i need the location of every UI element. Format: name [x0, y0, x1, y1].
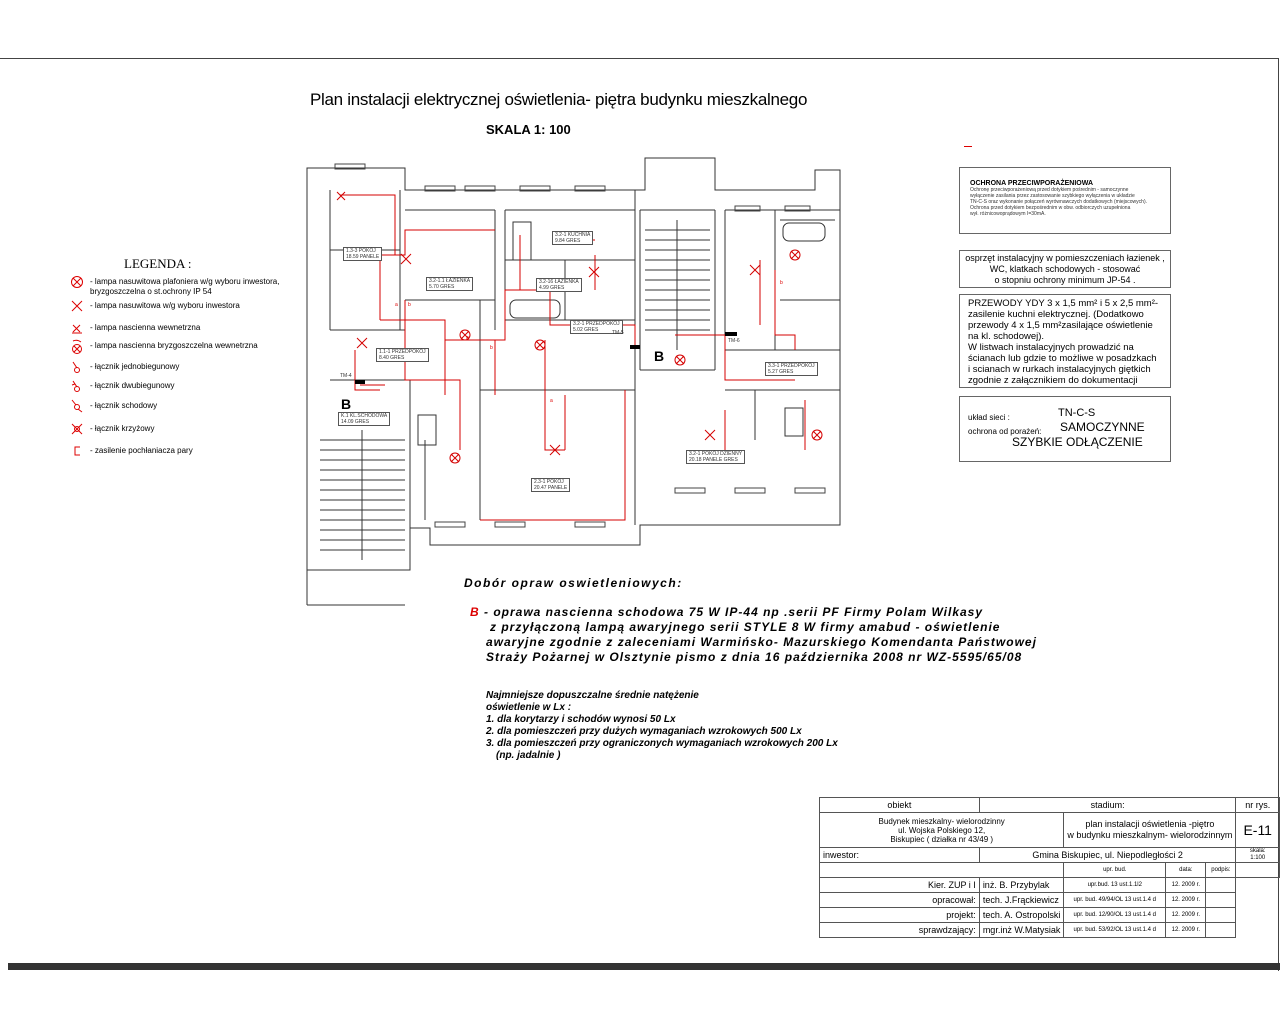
- selection-line: Straży Pożarnej w Olsztynie pismo z dnia 16 października 2008 nr WZ-5595/65/08: [486, 650, 1023, 664]
- ceiling-lamp-splashproof-icon: [535, 340, 545, 350]
- floor-plan: [295, 150, 865, 610]
- legend-item-label: - łącznik dwubiegunowy: [90, 381, 175, 390]
- drawing-no-label: nr rys.: [1236, 798, 1280, 813]
- investor-label: inwestor:: [820, 848, 980, 863]
- stair-lamp-label-center: B: [654, 348, 665, 364]
- legend-item-label: - lampa nascienna wewnetrzna: [90, 323, 201, 332]
- switch-label: a: [466, 335, 469, 341]
- single-switch-icon: [70, 360, 86, 376]
- note-line: zgodnie z załącznikiem do dokumentacji: [968, 375, 1138, 386]
- building-outline: [307, 158, 840, 570]
- note-line: i scianach w rurkach instalacyjnych giętkich: [968, 364, 1151, 375]
- stage-text: plan instalacji oświetlenia -piętro w budynku mieszkalnym- wielorodzinnym: [1064, 813, 1236, 848]
- investor-value: Gmina Biskupiec, ul. Niepodległości 2: [979, 848, 1236, 863]
- stove-3: [785, 408, 803, 436]
- stair-switch-icon: [70, 399, 86, 415]
- protection-title: OCHRONA PRZECIWPORAŻENIOWA: [970, 180, 1094, 187]
- tm-label: TM-4: [340, 373, 352, 379]
- protection-type-value-2: SZYBKIE ODŁĄCZENIE: [1012, 435, 1143, 449]
- lux-item: 1. dla korytarzy i schodów wynosi 50 Lx: [486, 714, 676, 725]
- double-switch-icon: [70, 379, 86, 395]
- illuminance-requirements: [486, 690, 838, 762]
- note-line: o stopniu ochrony minimum JP-54 .: [994, 275, 1136, 285]
- legend-item-label: - łącznik krzyżowy: [90, 424, 155, 433]
- drawing-number: E-11: [1236, 813, 1280, 848]
- windows: [335, 164, 825, 527]
- legend-item-label: - lampa nasuwitowa w/g wyboru inwestora: [90, 301, 240, 310]
- note-line: WC, klatkach schodowych - stosować: [989, 264, 1141, 274]
- tm-label: TM-5: [612, 330, 624, 336]
- note-line: wyłączenie zasilania przez zastosowanie szybkiego wyłączenia w układzie: [970, 193, 1135, 199]
- ceiling-lamp-splashproof-icon: [675, 355, 685, 365]
- luminaire-selection-body: [470, 605, 1037, 665]
- legend-title: LEGENDA :: [124, 256, 192, 271]
- absorber-supply-icon: [70, 444, 86, 460]
- room-label: 3.2-1 POKÓJ DZIENNY 20.18 PANELE GRES: [686, 450, 745, 464]
- cross-switch-icon: [70, 422, 86, 438]
- note-line: W listwach instalacyjnych prowadzić na: [968, 342, 1134, 353]
- stove-1: [513, 222, 531, 260]
- network-type-label: układ sieci :: [968, 413, 1010, 422]
- sheet-bottom-bar: [8, 963, 1280, 970]
- perm-col-header: upr. bud.: [1064, 863, 1166, 878]
- network-type-value: TN-C-S: [1058, 407, 1096, 419]
- selection-line: awaryjne zgodnie z zaleceniami Warmińsko- Mazurskiego Komendanta Państwowej: [486, 635, 1037, 649]
- note-line: ścianach lub gdzie to możliwe w posadzkach: [968, 353, 1157, 364]
- ceiling-lamp-icon: [357, 338, 367, 348]
- note-line: TN-C-S oraz wykonanie połączeń wyrównawczych dodatkowych (miejscowych).: [970, 199, 1148, 205]
- ceiling-lamp-splashproof-icon: [70, 275, 86, 291]
- protection-box: [959, 167, 1171, 234]
- ceiling-lamp-icon: [401, 254, 411, 264]
- lux-heading: Najmniejsze dopuszczalne średnie natężenie: [486, 690, 699, 701]
- stove-2: [418, 415, 436, 445]
- switch-label: a: [550, 398, 553, 404]
- fixtures-note-box: [959, 250, 1171, 288]
- switch-label: b: [490, 345, 493, 351]
- switch-label: b: [780, 280, 783, 286]
- ceiling-lamp-icon: [337, 192, 345, 200]
- scale-cell: skala: 1:100: [1236, 848, 1280, 863]
- staircase-left: [320, 430, 405, 560]
- bathtub-2: [783, 223, 825, 241]
- note-line: Ochrona przed dotykiem bezpośrednim w obw. odbiorczych uzupełniona: [970, 205, 1131, 211]
- title-block-row: sprawdzający: mgr.inż W.Matysiak upr. bud. 53/92/OL 13 ust.1.4 d 12. 2009 r.: [820, 923, 1280, 938]
- ceiling-lamp-splashproof-icon: [450, 453, 460, 463]
- note-line: PRZEWODY YDY 3 x 1,5 mm² i 5 x 2,5 mm²-: [968, 298, 1159, 309]
- ceiling-lamp-icon: [750, 265, 760, 275]
- bathtub-1: [510, 300, 560, 318]
- object-text: Budynek mieszkalny- wielorodzinny ul. Wojska Polskiego 12, Biskupiec ( działka nr 43/49 ): [820, 813, 1064, 848]
- luminaire-selection-title: Dobór opraw oswietleniowych:: [464, 576, 683, 590]
- wall-lamp-icon: [70, 321, 86, 337]
- red-mark: [964, 146, 972, 147]
- ceiling-lamp-icon: [589, 267, 599, 277]
- legend-item-label: - łącznik jednobiegunowy: [90, 362, 180, 371]
- note-line: wył. różnicowoprądowym I=30mA.: [970, 211, 1046, 217]
- room-label: 3.3-1 PRZEDPOKÓJ 5.27 GRES: [765, 362, 818, 376]
- room-label: 3.2-1.1 ŁAZIENKA 5.70 GRES: [426, 277, 473, 291]
- network-box: [959, 396, 1171, 462]
- legend-item-label: - lampa nascienna bryzgoszczelna wewnetrzna: [90, 341, 258, 350]
- note-line: Ochronę przeciwporażeniową przed dotykiem pośrednim - samoczynne: [970, 187, 1129, 193]
- fixtures-note: [960, 251, 1170, 286]
- title-block-row: Kier. ZUP i I inż. B. Przybylak upr.bud. 13 ust.1.1l2 12. 2009 r.: [820, 878, 1280, 893]
- note-line: osprzęt instalacyjny w pomieszczeniach łazienek ,: [965, 253, 1165, 263]
- protection-type-label: ochrona od porażeń:: [968, 427, 1042, 436]
- lux-heading: oświetlenie w Lx :: [486, 702, 572, 713]
- stair-luminaire-symbol: B: [470, 605, 480, 619]
- lux-item: 2. dla pomieszczeń przy dużych wymaganiach wzrokowych 500 Lx: [486, 726, 802, 737]
- wall-lamp-splashproof-icon: [70, 339, 86, 355]
- drawing-scale: SKALA 1: 100: [486, 122, 571, 137]
- room-label: 1.1-1 PRZEDPOKÓJ 8.40 GRES: [376, 348, 429, 362]
- ceiling-lamp-icon: [705, 430, 715, 440]
- staircase-center: [645, 220, 710, 350]
- switch-label: b: [408, 302, 411, 308]
- protection-lines: [970, 187, 1147, 217]
- date-col-header: data:: [1166, 863, 1206, 878]
- lux-item: (np. jadalnie ): [496, 750, 561, 761]
- room-label: 3.2-1 KUCHNIA 9.84 GRES: [552, 231, 593, 245]
- object-label: obiekt: [820, 798, 980, 813]
- note-line: przewody 4 x 1,5 mm²zasilające oświetlenie: [968, 320, 1153, 331]
- tm-label: TM-6: [728, 338, 740, 344]
- legend-item-label: - łącznik schodowy: [90, 401, 158, 410]
- legend-item-label: - zasilenie pochłaniacza pary: [90, 446, 193, 455]
- title-block-row: projekt: tech. A. Ostropolski upr. bud. 12/90/OL 13 ust.1.4 d 12. 2009 r.: [820, 908, 1280, 923]
- stair-lamp-label-left: B: [341, 396, 352, 412]
- cables-note: [968, 298, 1158, 386]
- ceiling-lamp-icon: [70, 299, 86, 315]
- title-block: [819, 797, 1280, 938]
- room-label: 3.2-16 ŁAZIENKA 4.99 GRES: [536, 278, 582, 292]
- note-line: zasilenie kuchni elektrycznej. (Dodatkowo: [968, 309, 1144, 320]
- cables-note-box: [959, 294, 1171, 388]
- room-label: 3.2-1 PRZEDPOKÓJ 5.02 GRES: [570, 320, 623, 334]
- sign-col-header: podpis:: [1206, 863, 1236, 878]
- title-block-row: opracował: tech. J.Frąckiewicz upr. bud. 49/94/OL 13 ust.1.4 d 12. 2009 r.: [820, 893, 1280, 908]
- legend-item-label: - lampa nasuwitowa plafoniera w/g wyboru inwestora, bryzgoszczelna o st.ochrony IP 54: [90, 277, 280, 296]
- room-label: 1.3-3 POKÓJ 18.59 PANELE: [343, 247, 382, 261]
- switch-label: a: [395, 302, 398, 308]
- selection-line: - oprawa nascienna schodowa 75 W IP-44 np .serii PF Firmy Polam Wilkasy: [479, 605, 984, 619]
- ceiling-lamp-splashproof-icon: [812, 430, 822, 440]
- room-label: K.1 KL.SCHODOWA 14.09 GRES: [338, 412, 390, 426]
- ceiling-lamp-splashproof-icon: [790, 250, 800, 260]
- drawing-title: Plan instalacji elektrycznej oświetlenia- piętra budynku mieszkalnego: [310, 90, 808, 109]
- room-label: 2.3-1 POKÓJ 20.47 PANELE: [531, 478, 570, 492]
- note-line: na kl. schodowej).: [968, 331, 1045, 342]
- stage-label: stadium:: [979, 798, 1236, 813]
- lux-item: 3. dla pomieszczeń przy ograniczonych wymaganiach wzrokowych 200 Lx: [486, 738, 838, 749]
- protection-type-value-1: SAMOCZYNNE: [1060, 420, 1145, 434]
- selection-line: z przyłączoną lampą awaryjnego serii STYLE 8 W firmy amabud - oświetlenie: [490, 620, 1001, 634]
